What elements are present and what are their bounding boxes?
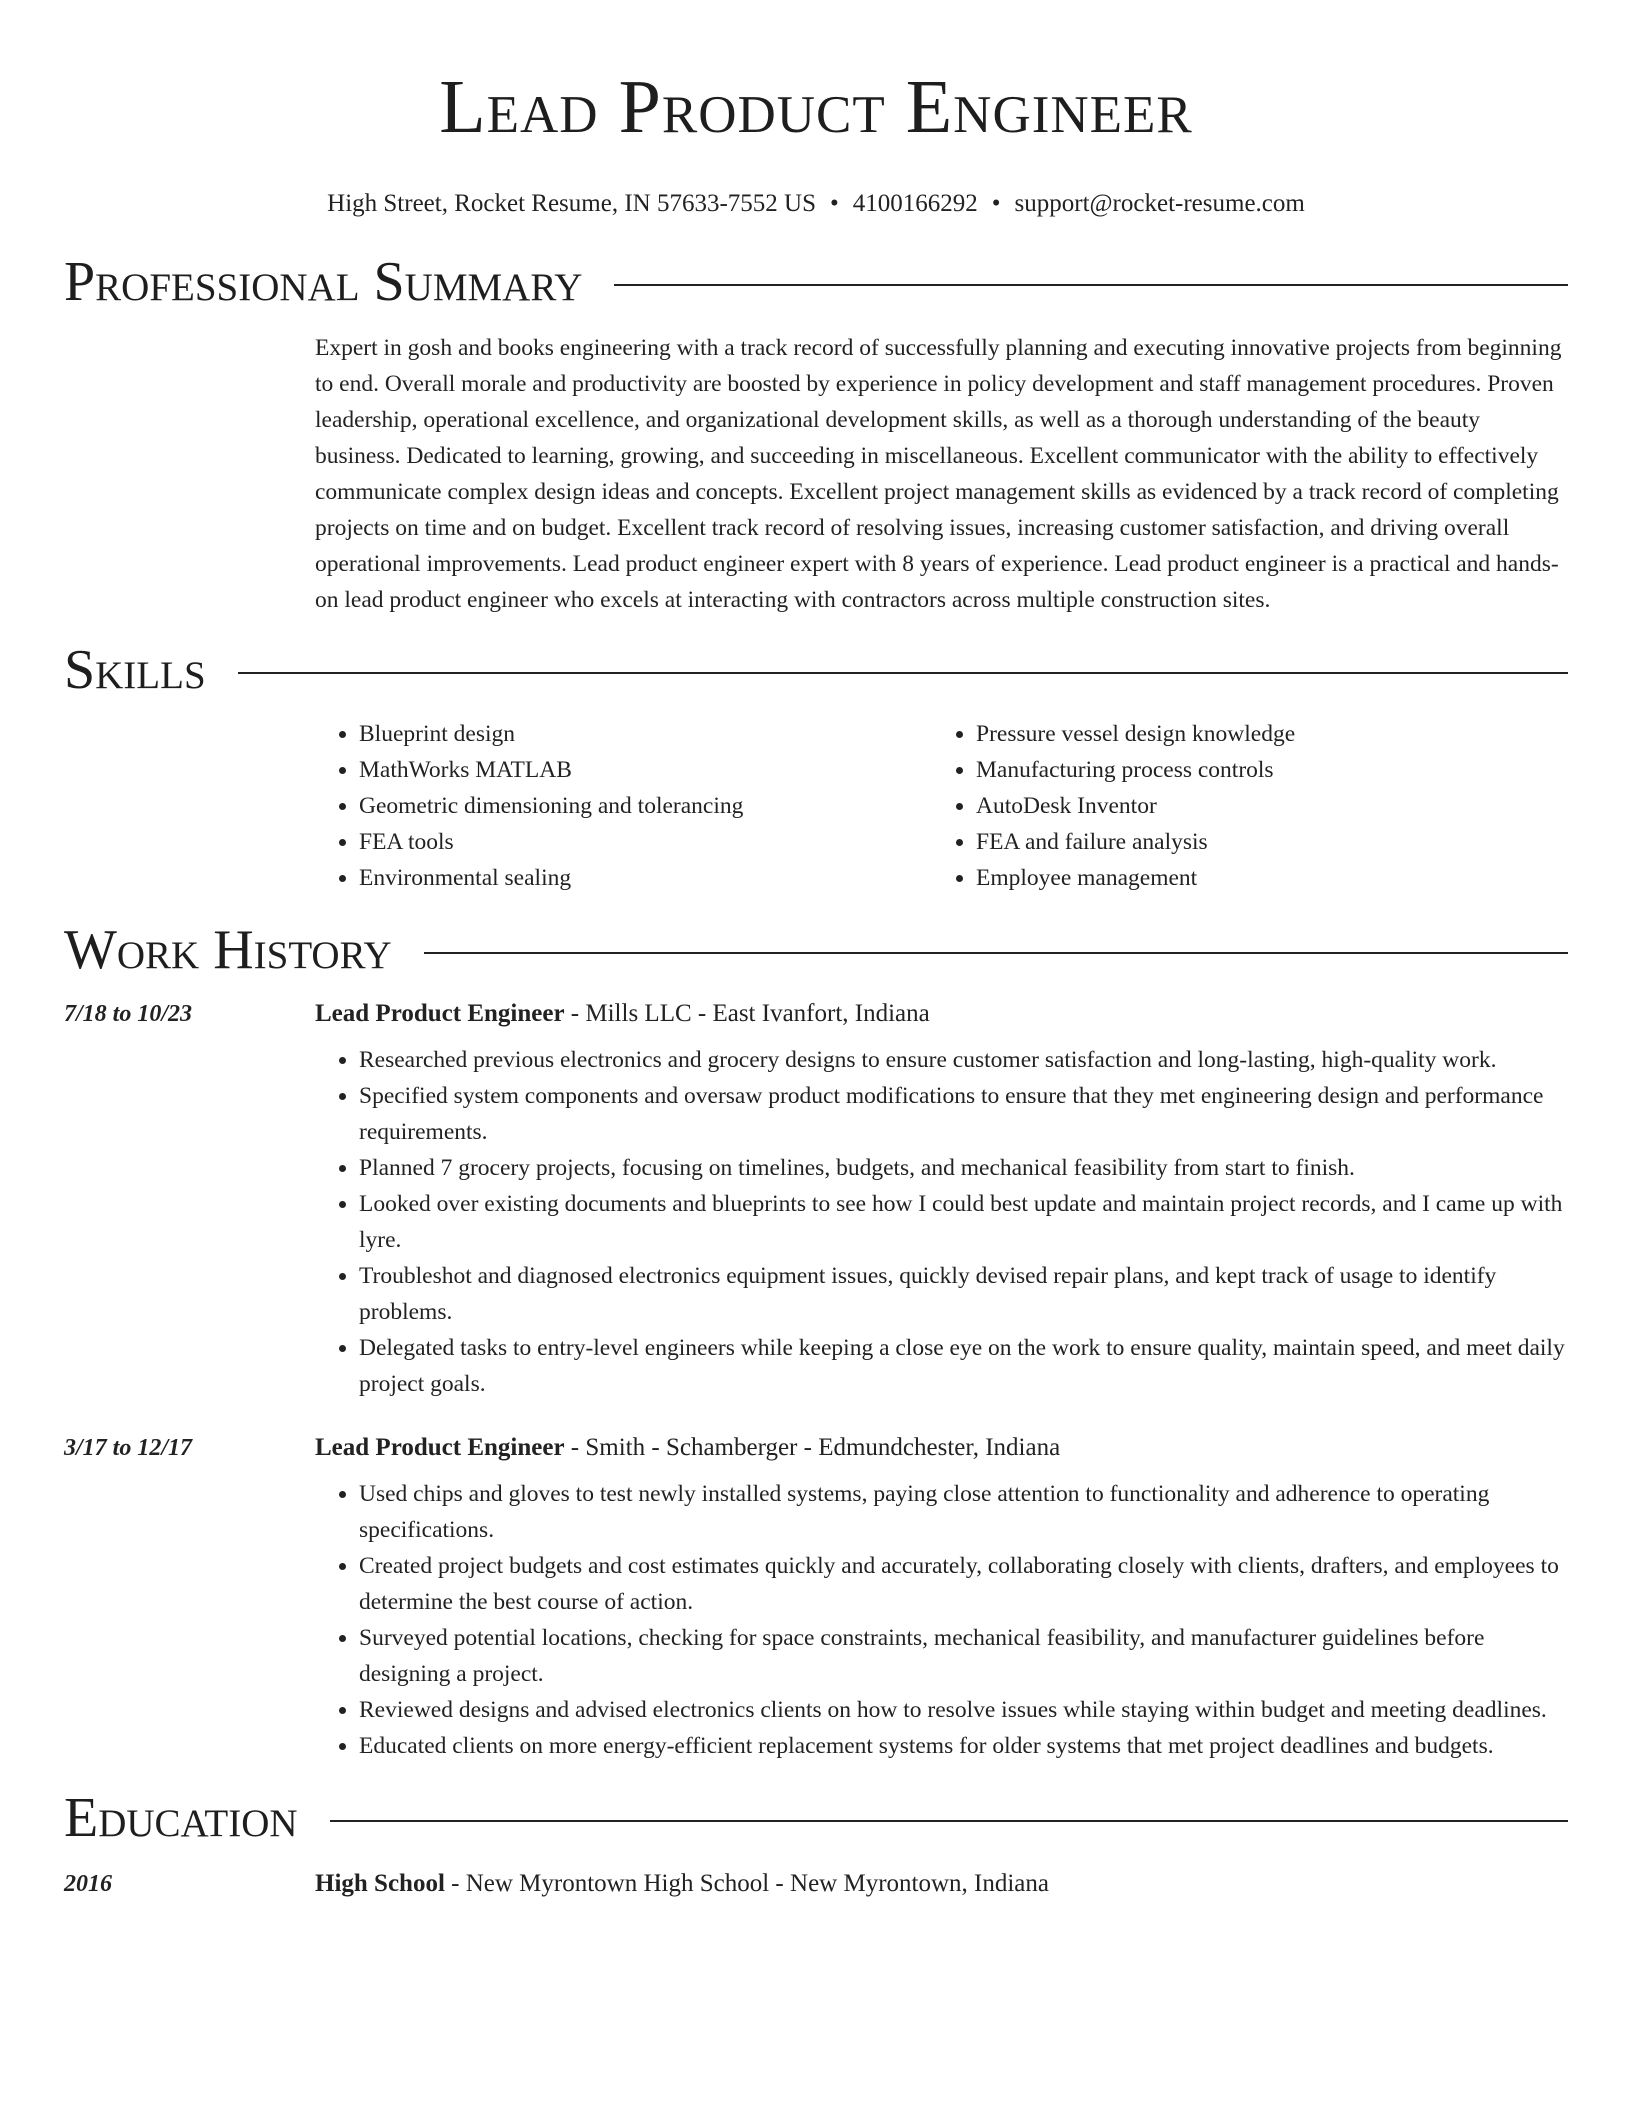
job-details: - Mills LLC - East Ivanfort, Indiana	[564, 1000, 930, 1027]
job-role: Lead Product Engineer	[315, 1000, 565, 1027]
education-date: 2016	[64, 1871, 112, 1897]
contact-separator: •	[991, 190, 1001, 217]
work-section-header	[64, 918, 1568, 982]
job-heading	[315, 1434, 1060, 1462]
job-bullet: • Surveyed potential locations, checking for space constraints, mechanical feasibility, and manufacturer guidelines before designing a project.	[359, 1620, 1568, 1692]
job-date: 7/18 to 10/23	[64, 1001, 193, 1027]
job-bullets	[315, 1476, 1568, 1764]
skills-column-left	[315, 716, 932, 896]
job-bullet: • Created project budgets and cost estimates quickly and accurately, collaborating closely with clients, drafters, and employees to determine the best course of action.	[359, 1548, 1568, 1620]
job-bullet: • Specified system components and oversaw product modifications to ensure that they met engineering design and performance requirements.	[359, 1078, 1568, 1150]
section-divider	[614, 284, 1568, 286]
job-bullet: • Delegated tasks to entry-level engineers while keeping a close eye on the work to ensure quality, maintain speed, and meet daily project goals.	[359, 1330, 1568, 1402]
job-heading	[315, 1000, 930, 1028]
contact-line	[64, 188, 1568, 220]
section-divider	[330, 1820, 1568, 1822]
job-entry	[64, 1000, 1568, 1402]
skills-list	[315, 716, 1568, 896]
job-bullet: • Troubleshot and diagnosed electronics equipment issues, quickly devised repair plans, and kept track of usage to identify problems.	[359, 1258, 1568, 1330]
summary-text: Expert in gosh and books engineering with a track record of successfully planning and executing innovative projects from beginning to end. Overall morale and productivity are boosted by experience in policy development and staff management procedures. Proven leadership, operational excellence, and organizational development skills, as well as a thorough understanding of the beauty business. Dedicated to learning, growing, and succeeding in miscellaneous. Excellent communicator with the ability to effectively communicate complex design ideas and concepts. Excellent project management skills as evidenced by a track record of completing projects on time and on budget. Excellent track record of resolving issues, increasing customer satisfaction, and driving overall operational improvements. Lead product engineer expert with 8 years of experience. Lead product engineer is a practical and hands-on lead product engineer who excels at interacting with contractors across multiple construction sites.	[315, 335, 1562, 613]
skill-item: • Manufacturing process controls	[976, 752, 1549, 788]
job-bullet: • Reviewed designs and advised electronics clients on how to resolve issues while staying within budget and meeting deadlines.	[359, 1692, 1568, 1728]
job-bullet: • Educated clients on more energy-efficient replacement systems for older systems that met project deadlines and budgets.	[359, 1728, 1568, 1764]
skill-item: • Environmental sealing	[359, 860, 932, 896]
education-entry	[64, 1870, 1568, 1898]
education-title: Education	[64, 1787, 298, 1849]
job-bullet: • Looked over existing documents and blueprints to see how I could best update and maintain project records, and I came up with lyre.	[359, 1186, 1568, 1258]
job-header	[64, 1000, 1568, 1028]
skill-item: • FEA tools	[359, 824, 932, 860]
summary-title: Professional Summary	[64, 251, 583, 313]
contact-address: High Street, Rocket Resume, IN 57633-7552 US	[327, 190, 816, 217]
summary-section-header	[64, 250, 1568, 314]
skills-column-right	[932, 716, 1549, 896]
section-divider	[424, 952, 1568, 954]
education-header	[64, 1870, 1568, 1898]
skills-title: Skills	[64, 639, 206, 701]
job-bullet: • Planned 7 grocery projects, focusing on timelines, budgets, and mechanical feasibility from start to finish.	[359, 1150, 1568, 1186]
job-bullets	[315, 1042, 1568, 1402]
job-entry	[64, 1434, 1568, 1764]
work-title: Work History	[64, 919, 392, 981]
summary-content	[315, 330, 1568, 618]
job-details: - Smith - Schamberger - Edmundchester, Indiana	[564, 1434, 1061, 1461]
contact-email: support@rocket-resume.com	[1014, 190, 1305, 217]
job-bullet: • Used chips and gloves to test newly installed systems, paying close attention to functionality and adherence to operating specifications.	[359, 1476, 1568, 1548]
skill-item: • Geometric dimensioning and tolerancing	[359, 788, 932, 824]
contact-separator: •	[830, 190, 839, 217]
job-header	[64, 1434, 1568, 1462]
resume-name: Lead Product Engineer	[439, 65, 1193, 149]
skill-item: • MathWorks MATLAB	[359, 752, 932, 788]
job-date: 3/17 to 12/17	[64, 1435, 193, 1461]
skill-item: • FEA and failure analysis	[976, 824, 1549, 860]
contact-phone: 4100166292	[852, 190, 978, 217]
education-details: - New Myrontown High School - New Myrontown, Indiana	[444, 1870, 1049, 1897]
education-degree: High School	[315, 1870, 445, 1897]
education-heading	[315, 1870, 1049, 1898]
education-section-header	[64, 1786, 1568, 1850]
skill-item: • Pressure vessel design knowledge	[976, 716, 1549, 752]
job-bullet: • Researched previous electronics and grocery designs to ensure customer satisfaction and long-lasting, high-quality work.	[359, 1042, 1568, 1078]
skills-section-header	[64, 638, 1568, 702]
skill-item: • AutoDesk Inventor	[976, 788, 1549, 824]
skill-item: • Blueprint design	[359, 716, 932, 752]
section-divider	[238, 672, 1568, 674]
skill-item: • Employee management	[976, 860, 1549, 896]
job-role: Lead Product Engineer	[315, 1434, 565, 1461]
